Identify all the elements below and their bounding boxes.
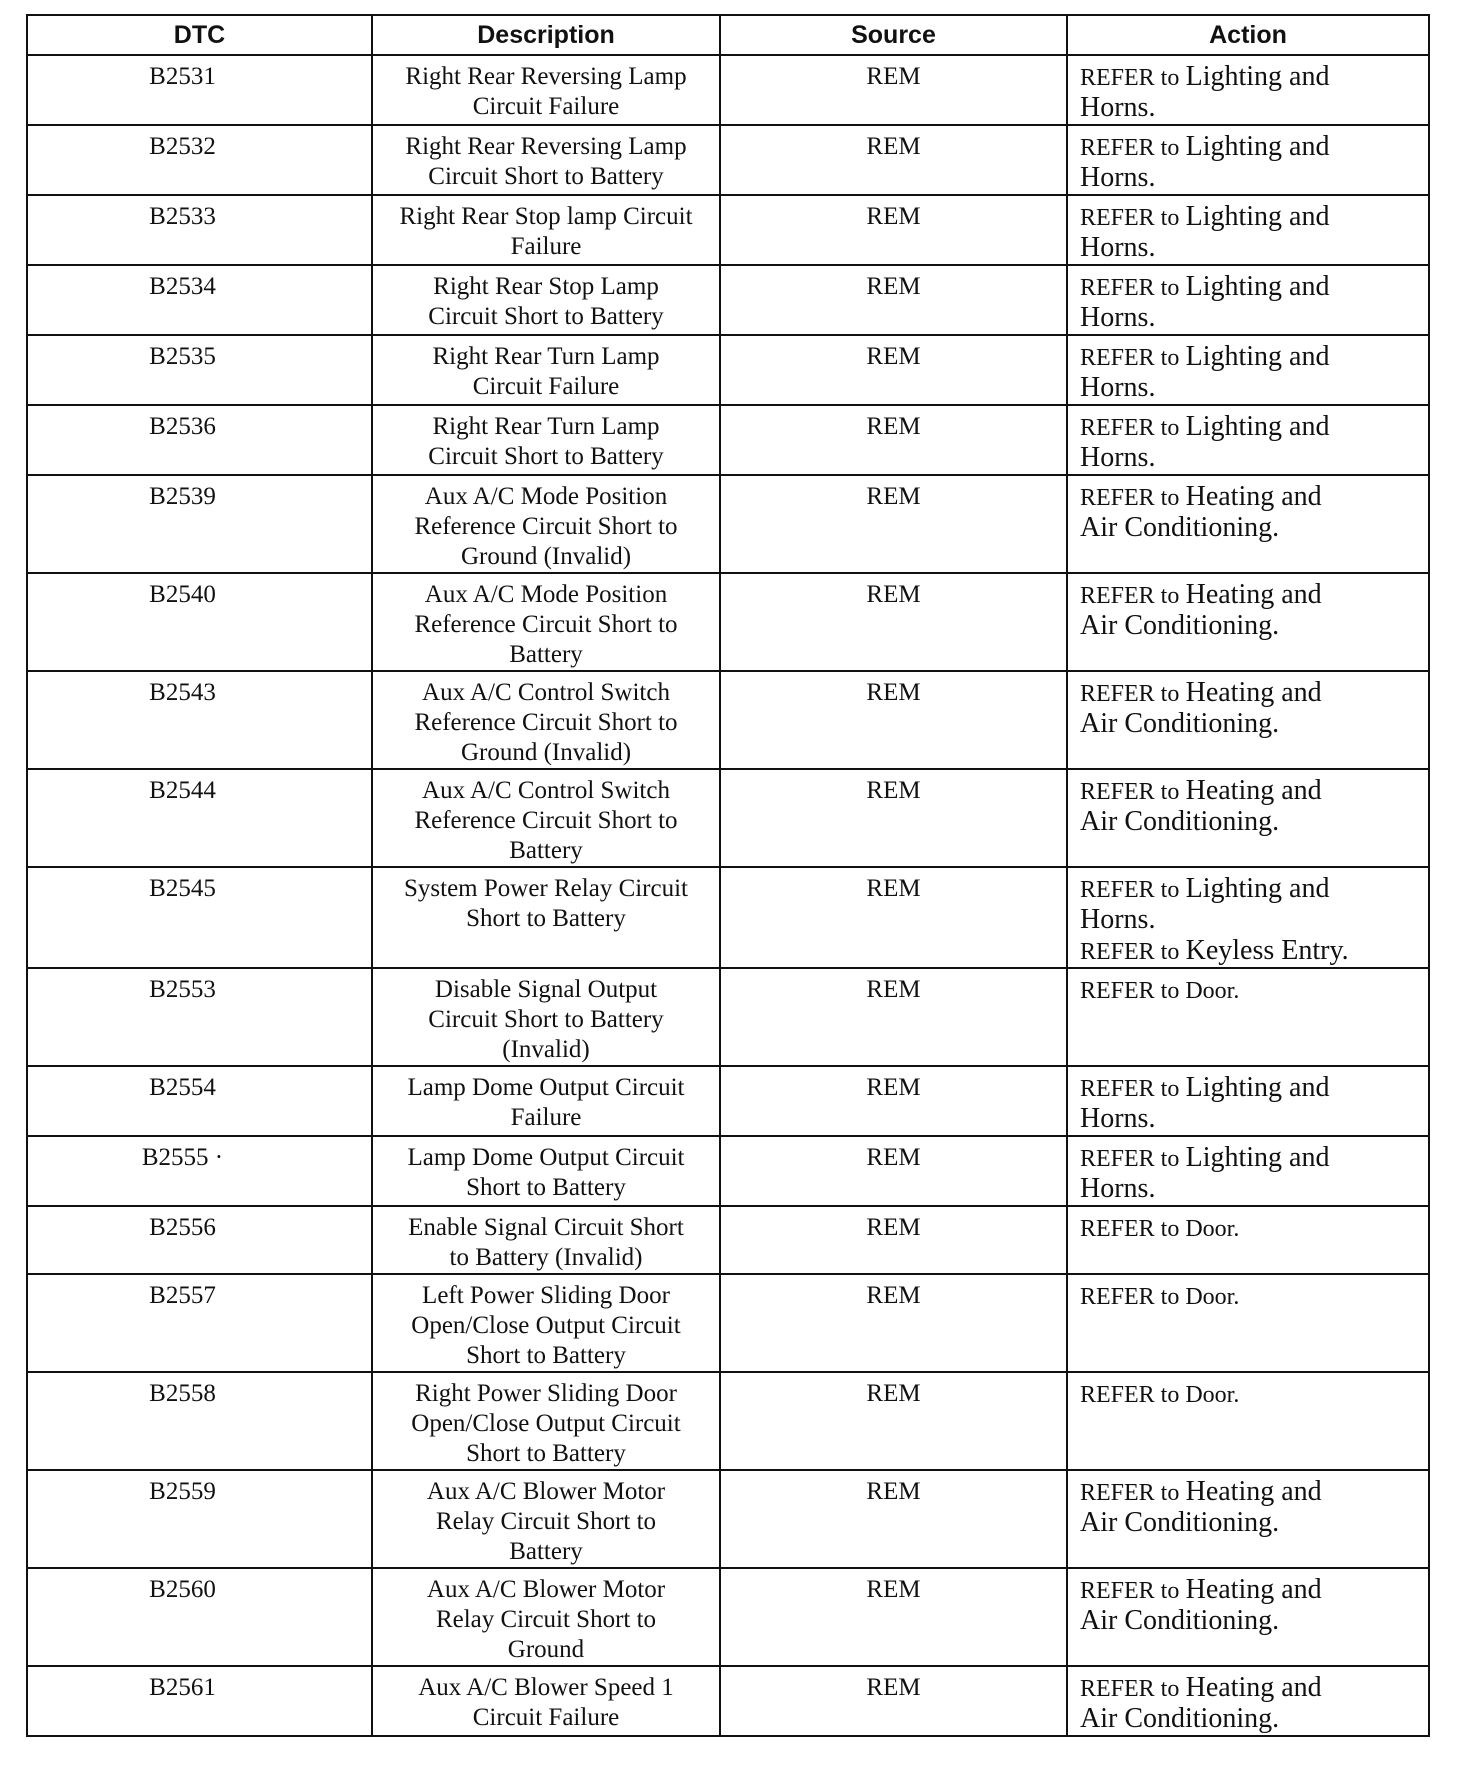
reference-target: Air Conditioning. (1080, 708, 1280, 739)
dtc-table (26, 14, 1430, 1737)
reference-target: Heating and (1185, 677, 1322, 708)
dtc-source: REM (720, 1274, 1067, 1372)
reference-target: Lighting and (1185, 271, 1330, 302)
dtc-source: REM (720, 1470, 1067, 1568)
dtc-source: REM (720, 573, 1067, 671)
description-line: Ground (Invalid) (460, 543, 632, 570)
dtc-code: B2553 (27, 968, 372, 1066)
dtc-code: B2545 (27, 867, 372, 968)
reference-target: Air Conditioning. (1080, 1507, 1280, 1538)
description-line: Reference Circuit Short to (414, 709, 678, 736)
dtc-code: B2536 (27, 405, 372, 475)
description-line: Battery (509, 1538, 583, 1565)
table-row (27, 195, 1429, 265)
reference-target: Air Conditioning. (1080, 512, 1280, 543)
action-line (1080, 93, 1420, 124)
description-line: Circuit Short to Battery (428, 303, 664, 330)
table-row (27, 671, 1429, 769)
description-line: Short to Battery (466, 1174, 626, 1201)
dtc-description (372, 1568, 720, 1666)
description-line: Left Power Sliding Door (422, 1282, 670, 1309)
action-line (1080, 580, 1420, 611)
reference-target: Horns. (1080, 92, 1156, 123)
description-line: Aux A/C Mode Position (424, 483, 668, 510)
table-row (27, 968, 1429, 1066)
description-line: Failure (510, 233, 582, 260)
description-line: Right Power Sliding Door (415, 1380, 677, 1407)
dtc-description (372, 265, 720, 335)
dtc-action (1067, 475, 1429, 573)
dtc-source: REM (720, 195, 1067, 265)
description-line: Ground (507, 1636, 585, 1663)
header-dtc: DTC (27, 15, 372, 55)
dtc-description (372, 1372, 720, 1470)
description-line: Battery (509, 641, 583, 668)
description-line: Right Rear Stop Lamp (433, 273, 659, 300)
dtc-description (372, 968, 720, 1066)
action-line (1080, 1606, 1420, 1637)
reference-target: Horns. (1080, 302, 1156, 333)
description-line: Circuit Short to Battery (428, 443, 664, 470)
description-line: Battery (509, 837, 583, 864)
description-line: Open/Close Output Circuit (411, 1410, 681, 1437)
dtc-code: B2559 (27, 1470, 372, 1568)
dtc-code: B2544 (27, 769, 372, 867)
dtc-description (372, 1666, 720, 1736)
dtc-action (1067, 1206, 1429, 1274)
reference-target: Lighting and (1185, 341, 1330, 372)
reference-target: Horns. (1080, 162, 1156, 193)
refer-label: REFER to (1080, 877, 1180, 903)
refer-label: REFER to (1080, 1146, 1180, 1172)
reference-target: Horns. (1080, 1103, 1156, 1134)
action-line (1080, 1213, 1420, 1244)
dtc-code: B2531 (27, 55, 372, 125)
action-line (1080, 272, 1420, 303)
dtc-description (372, 671, 720, 769)
dtc-description (372, 195, 720, 265)
description-line: Aux A/C Control Switch (422, 679, 670, 706)
description-line: Circuit Failure (472, 93, 620, 120)
dtc-source: REM (720, 55, 1067, 125)
table-row (27, 769, 1429, 867)
description-line: Circuit Failure (472, 1704, 620, 1731)
dtc-action (1067, 1568, 1429, 1666)
dtc-action (1067, 405, 1429, 475)
refer-label: REFER to (1080, 415, 1180, 441)
dtc-description (372, 769, 720, 867)
dtc-code: B2540 (27, 573, 372, 671)
dtc-source: REM (720, 335, 1067, 405)
dtc-description (372, 1274, 720, 1372)
refer-label: REFER to (1080, 135, 1180, 161)
description-line: Short to Battery (466, 1342, 626, 1369)
dtc-source: REM (720, 1206, 1067, 1274)
action-line (1080, 412, 1420, 443)
refer-label: REFER to (1080, 65, 1180, 91)
description-line: Open/Close Output Circuit (411, 1312, 681, 1339)
description-line: Relay Circuit Short to (435, 1606, 657, 1633)
description-line: Lamp Dome Output Circuit (407, 1144, 685, 1171)
description-line: Aux A/C Mode Position (424, 581, 668, 608)
action-line (1080, 233, 1420, 264)
description-line: Reference Circuit Short to (414, 807, 678, 834)
description-line: Aux A/C Blower Speed 1 (418, 1674, 674, 1701)
reference-target: Heating and (1185, 1476, 1322, 1507)
dtc-action (1067, 1666, 1429, 1736)
reference-target: Lighting and (1185, 411, 1330, 442)
dtc-description (372, 1206, 720, 1274)
dtc-code: B2561 (27, 1666, 372, 1736)
table-row (27, 1274, 1429, 1372)
dtc-source: REM (720, 475, 1067, 573)
reference-target: Heating and (1185, 481, 1322, 512)
refer-label: REFER to (1080, 1076, 1180, 1102)
dtc-action (1067, 1136, 1429, 1206)
table-row (27, 1568, 1429, 1666)
dtc-action (1067, 335, 1429, 405)
table-row (27, 1206, 1429, 1274)
dtc-code: B2532 (27, 125, 372, 195)
dtc-code: B2543 (27, 671, 372, 769)
dtc-code: B2557 (27, 1274, 372, 1372)
action-line (1080, 1143, 1420, 1174)
dtc-code: B2535 (27, 335, 372, 405)
refer-label: REFER to Door. (1080, 1284, 1240, 1310)
dtc-source: REM (720, 1568, 1067, 1666)
dtc-description (372, 1136, 720, 1206)
description-line: Short to Battery (466, 905, 626, 932)
description-line: System Power Relay Circuit (404, 875, 688, 902)
reference-target: Lighting and (1185, 131, 1330, 162)
description-line: Aux A/C Control Switch (422, 777, 670, 804)
table-row (27, 573, 1429, 671)
table-row (27, 405, 1429, 475)
description-line: Right Rear Reversing Lamp (405, 63, 687, 90)
description-line: Short to Battery (466, 1440, 626, 1467)
reference-target: Air Conditioning. (1080, 610, 1280, 641)
table-row (27, 265, 1429, 335)
dtc-action (1067, 125, 1429, 195)
dtc-description (372, 1470, 720, 1568)
dtc-action (1067, 671, 1429, 769)
refer-label: REFER to (1080, 939, 1180, 965)
dtc-action (1067, 195, 1429, 265)
dtc-description (372, 867, 720, 968)
reference-target: Lighting and (1185, 201, 1330, 232)
description-line: Right Rear Stop lamp Circuit (399, 203, 693, 230)
refer-label: REFER to (1080, 583, 1180, 609)
dtc-action (1067, 55, 1429, 125)
description-line: Circuit Failure (472, 373, 620, 400)
dtc-description (372, 405, 720, 475)
dtc-description (372, 55, 720, 125)
header-source: Source (720, 15, 1067, 55)
description-line: Right Rear Reversing Lamp (405, 133, 687, 160)
dtc-source: REM (720, 405, 1067, 475)
dtc-code: B2533 (27, 195, 372, 265)
description-line: Relay Circuit Short to (435, 1508, 657, 1535)
action-line (1080, 482, 1420, 513)
action-line (1080, 513, 1420, 544)
action-line (1080, 678, 1420, 709)
reference-target: Heating and (1185, 1574, 1322, 1605)
refer-label: REFER to (1080, 275, 1180, 301)
action-line (1080, 163, 1420, 194)
table-row (27, 1136, 1429, 1206)
reference-target: Lighting and (1185, 61, 1330, 92)
action-line (1080, 1508, 1420, 1539)
dtc-description (372, 125, 720, 195)
action-line (1080, 874, 1420, 905)
action-line (1080, 1281, 1420, 1312)
description-line: Failure (510, 1104, 582, 1131)
action-line (1080, 202, 1420, 233)
reference-target: Horns. (1080, 442, 1156, 473)
dtc-code: B2560 (27, 1568, 372, 1666)
reference-target: Air Conditioning. (1080, 1605, 1280, 1636)
action-line (1080, 62, 1420, 93)
reference-target: Air Conditioning. (1080, 1703, 1280, 1734)
reference-target: Lighting and (1185, 873, 1330, 904)
reference-target: Heating and (1185, 579, 1322, 610)
description-line: Reference Circuit Short to (414, 611, 678, 638)
description-line: Aux A/C Blower Motor (426, 1576, 666, 1603)
reference-target: Horns. (1080, 232, 1156, 263)
action-line (1080, 975, 1420, 1006)
dtc-description (372, 1066, 720, 1136)
description-line: to Battery (Invalid) (449, 1244, 643, 1271)
dtc-source: REM (720, 265, 1067, 335)
action-line (1080, 709, 1420, 740)
dtc-action (1067, 1274, 1429, 1372)
dtc-source: REM (720, 1066, 1067, 1136)
table-header-row (27, 15, 1429, 55)
action-line (1080, 807, 1420, 838)
dtc-code: B2539 (27, 475, 372, 573)
table-row (27, 1066, 1429, 1136)
dtc-code: B2555 · (27, 1136, 372, 1206)
dtc-code: B2554 (27, 1066, 372, 1136)
dtc-action (1067, 265, 1429, 335)
dtc-description (372, 335, 720, 405)
action-line (1080, 936, 1420, 967)
table-row (27, 1470, 1429, 1568)
dtc-source: REM (720, 1666, 1067, 1736)
dtc-description (372, 475, 720, 573)
action-line (1080, 611, 1420, 642)
refer-label: REFER to (1080, 205, 1180, 231)
action-line (1080, 132, 1420, 163)
action-line (1080, 373, 1420, 404)
dtc-action (1067, 1470, 1429, 1568)
reference-target: Lighting and (1185, 1142, 1330, 1173)
dtc-code: B2534 (27, 265, 372, 335)
header-action: Action (1067, 15, 1429, 55)
table-row (27, 1666, 1429, 1736)
dtc-source: REM (720, 968, 1067, 1066)
reference-target: Heating and (1185, 1672, 1322, 1703)
document-page (26, 14, 1428, 1737)
table-row (27, 335, 1429, 405)
dtc-action (1067, 1372, 1429, 1470)
reference-target: Keyless Entry. (1185, 935, 1349, 966)
action-line (1080, 1073, 1420, 1104)
refer-label: REFER to (1080, 345, 1180, 371)
reference-target: Horns. (1080, 372, 1156, 403)
dtc-action (1067, 1066, 1429, 1136)
refer-label: REFER to (1080, 1578, 1180, 1604)
table-row (27, 1372, 1429, 1470)
action-line (1080, 1477, 1420, 1508)
action-line (1080, 342, 1420, 373)
dtc-source: REM (720, 1372, 1067, 1470)
dtc-source: REM (720, 125, 1067, 195)
dtc-source: REM (720, 671, 1067, 769)
dtc-action (1067, 769, 1429, 867)
table-row (27, 867, 1429, 968)
refer-label: REFER to Door. (1080, 1382, 1240, 1408)
dtc-code: B2556 (27, 1206, 372, 1274)
refer-label: REFER to (1080, 681, 1180, 707)
dtc-action (1067, 573, 1429, 671)
description-line: Disable Signal Output (434, 976, 658, 1003)
dtc-action (1067, 968, 1429, 1066)
reference-target: Heating and (1185, 775, 1322, 806)
dtc-source: REM (720, 1136, 1067, 1206)
action-line (1080, 1704, 1420, 1735)
table-row (27, 125, 1429, 195)
refer-label: REFER to (1080, 779, 1180, 805)
refer-label: REFER to (1080, 485, 1180, 511)
description-line: (Invalid) (502, 1036, 590, 1063)
action-line (1080, 1379, 1420, 1410)
refer-label: REFER to (1080, 1480, 1180, 1506)
description-line: Right Rear Turn Lamp (432, 343, 660, 370)
description-line: Reference Circuit Short to (414, 513, 678, 540)
reference-target: Horns. (1080, 1173, 1156, 1204)
dtc-action (1067, 867, 1429, 968)
description-line: Circuit Short to Battery (428, 1006, 664, 1033)
description-line: Circuit Short to Battery (428, 163, 664, 190)
refer-label: REFER to (1080, 1676, 1180, 1702)
action-line (1080, 443, 1420, 474)
action-line (1080, 303, 1420, 334)
refer-label: REFER to Door. (1080, 1216, 1240, 1242)
description-line: Lamp Dome Output Circuit (407, 1074, 685, 1101)
refer-label: REFER to Door. (1080, 978, 1240, 1004)
header-description: Description (372, 15, 720, 55)
description-line: Right Rear Turn Lamp (432, 413, 660, 440)
reference-target: Air Conditioning. (1080, 806, 1280, 837)
dtc-description (372, 573, 720, 671)
action-line (1080, 905, 1420, 936)
action-line (1080, 1575, 1420, 1606)
dtc-source: REM (720, 867, 1067, 968)
table-body (27, 55, 1429, 1736)
action-line (1080, 1673, 1420, 1704)
table-row (27, 475, 1429, 573)
action-line (1080, 1174, 1420, 1205)
description-line: Enable Signal Circuit Short (408, 1214, 684, 1241)
dtc-source: REM (720, 769, 1067, 867)
table-row (27, 55, 1429, 125)
description-line: Ground (Invalid) (460, 739, 632, 766)
dtc-code: B2558 (27, 1372, 372, 1470)
action-line (1080, 1104, 1420, 1135)
reference-target: Horns. (1080, 904, 1156, 935)
reference-target: Lighting and (1185, 1072, 1330, 1103)
description-line: Aux A/C Blower Motor (426, 1478, 666, 1505)
action-line (1080, 776, 1420, 807)
